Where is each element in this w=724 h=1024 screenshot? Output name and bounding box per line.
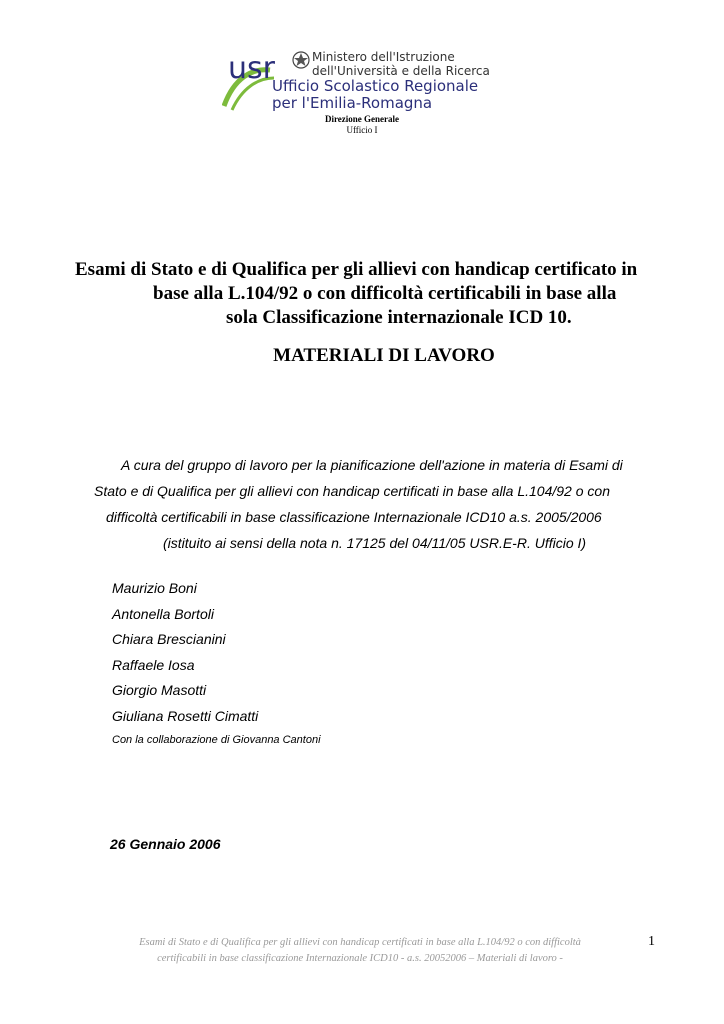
credits-line4: (istituito ai sensi della nota n. 17125 del 04/11/05 USR.E-R. Ufficio I) xyxy=(163,535,587,551)
title-line1: Esami di Stato e di Qualifica per gli allievi con handicap certificato in xyxy=(75,259,638,280)
office-line1: Ufficio Scolastico Regionale xyxy=(272,77,479,95)
document-subtitle: MATERIALI DI LAVORO xyxy=(273,345,495,366)
footer-line1: Esami di Stato e di Qualifica per gli allievi con handicap certificati in base alla L.104/92 o con difficoltà xyxy=(139,937,581,948)
emblem-icon xyxy=(292,50,310,70)
direzione-label: Direzione Generale xyxy=(324,114,400,124)
usr-logo xyxy=(222,48,490,114)
credits-line2: Stato e di Qualifica per gli allievi con handicap certificati in base alla L.104/92 o con xyxy=(94,483,610,499)
author-name: Giuliana Rosetti Cimatti xyxy=(112,707,259,724)
author-name: Antonella Bortoli xyxy=(112,605,214,622)
credits-paragraph xyxy=(0,452,724,556)
ministry-line1: Ministero dell'Istruzione xyxy=(312,50,455,64)
credits-line1: A cura del gruppo di lavoro per la pianificazione dell'azione in materia di Esami di xyxy=(121,457,623,473)
ufficio-label: Ufficio I xyxy=(346,125,378,135)
credits-line3: difficoltà certificabili in base classificazione Internazionale ICD10 a.s. 2005/2006 xyxy=(106,509,602,525)
collaboration-note: Con la collaborazione di Giovanna Cantoni xyxy=(112,734,321,746)
footer-line2: certificabili in base classificazione Internazionale ICD10 - a.s. 20052006 – Materiali di lavoro - xyxy=(157,953,563,964)
ministry-line2: dell'Università e della Ricerca xyxy=(312,64,490,78)
page-footer xyxy=(80,935,640,967)
page-number: 1 xyxy=(648,934,655,949)
title-line3: sola Classificazione internazionale ICD 10. xyxy=(226,307,572,328)
direzione-generale xyxy=(0,114,724,136)
author-name: Maurizio Boni xyxy=(112,580,197,596)
ministry-name xyxy=(312,50,490,78)
logo-text: usr xyxy=(228,51,275,86)
office-line2: per l'Emilia-Romagna xyxy=(272,94,433,112)
author-name: Giorgio Masotti xyxy=(112,682,207,698)
authors-list xyxy=(112,576,321,751)
document-date: 26 Gennaio 2006 xyxy=(110,836,221,852)
office-name xyxy=(272,78,478,112)
document-title xyxy=(0,258,724,330)
title-line2: base alla L.104/92 o con difficoltà certificabili in base alla xyxy=(153,283,617,304)
author-name: Chiara Brescianini xyxy=(112,631,226,647)
author-name: Raffaele Iosa xyxy=(112,656,195,673)
